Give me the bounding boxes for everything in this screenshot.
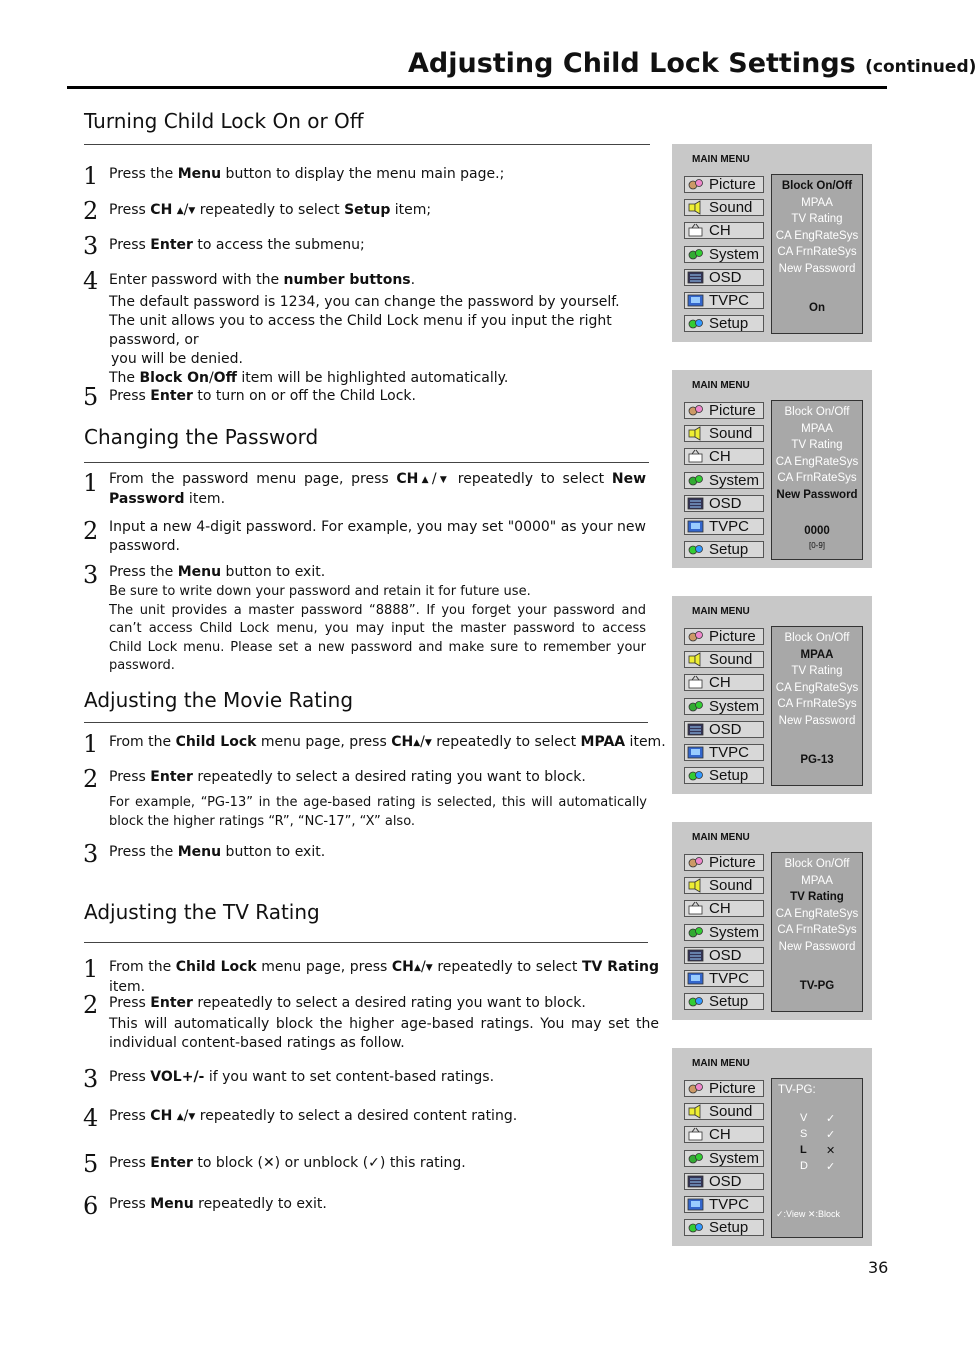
arrow-down-icon: ▼	[424, 738, 432, 748]
step-number: 5	[83, 1150, 99, 1178]
menu-item-osd: OSD	[684, 269, 764, 286]
step-text: From the Child Lock menu page, press CH▲/▼ repeatedly to select MPAA item.	[109, 734, 666, 750]
step-text: Press Menu repeatedly to exit.	[109, 1196, 327, 1212]
menu-item-setup: Setup	[684, 1219, 764, 1236]
main-menu-label: MAIN MENU	[692, 606, 750, 617]
menu-item-sound: Sound	[684, 651, 764, 668]
submenu-option: TV Rating	[791, 665, 843, 677]
title-text: Adjusting Child Lock Settings	[408, 48, 856, 79]
section-heading-password: Changing the Password	[84, 425, 319, 449]
picture-icon	[687, 178, 705, 191]
submenu-box	[771, 852, 863, 1012]
sound-icon	[687, 1105, 705, 1118]
step-text: From the password menu page, press CH▲/▼ repeatedly to select New Password item.	[109, 471, 647, 507]
setup-icon	[687, 317, 705, 330]
submenu-box	[771, 174, 863, 334]
menu-item-osd: OSD	[684, 947, 764, 964]
arrow-down-icon: ▼	[188, 1112, 196, 1122]
content-rating-letter: S	[800, 1128, 808, 1140]
sound-icon	[687, 653, 705, 666]
check-icon: ✓	[776, 1209, 784, 1219]
menu-item-setup: Setup	[684, 315, 764, 332]
step-number: 3	[83, 840, 99, 868]
submenu-option: Block On/Off	[784, 632, 850, 644]
submenu-option: New Password	[778, 714, 856, 727]
submenu-option: MPAA	[801, 422, 833, 435]
submenu-option: CA EngRateSys	[775, 455, 859, 468]
arrow-down-icon: ▼	[436, 475, 451, 485]
menu-item-system: System	[684, 472, 764, 489]
step-text: Press VOL+/- if you want to set content-based ratings.	[109, 1069, 495, 1085]
submenu-option: CA EngRateSys	[775, 681, 859, 694]
menu-item-sound: Sound	[684, 1103, 764, 1120]
arrow-up-icon: ▲	[418, 475, 432, 485]
check-icon: ✓	[368, 1155, 380, 1171]
step-number: 1	[83, 730, 99, 758]
step-text: Press the Menu button to display the menu main page.;	[109, 166, 505, 182]
submenu-box	[771, 400, 863, 560]
main-menu-label: MAIN MENU	[692, 832, 750, 843]
section-heading-turning: Turning Child Lock On or Off	[84, 109, 364, 133]
menu-item-tvpc: TVPC	[684, 1196, 764, 1213]
step-number: 3	[83, 561, 99, 589]
submenu-option: Block On/Off	[784, 406, 850, 418]
menu-screenshot-2	[672, 370, 872, 568]
submenu-option: CA EngRateSys	[775, 907, 859, 920]
submenu-option: New Password	[778, 262, 856, 275]
tvpc-icon	[687, 972, 705, 985]
submenu-option: TV Rating	[790, 891, 844, 903]
submenu-option: MPAA	[801, 874, 833, 887]
submenu-option: Block On/Off	[784, 858, 850, 870]
step-text: Press the Menu button to exit.	[109, 844, 326, 860]
menu-item-osd: OSD	[684, 495, 764, 512]
submenu-option: CA EngRateSys	[775, 229, 859, 242]
menu-screenshot-4	[672, 822, 872, 1020]
section-heading-movie: Adjusting the Movie Rating	[84, 688, 354, 712]
menu-item-system: System	[684, 698, 764, 715]
ch-icon	[687, 676, 705, 689]
menu-item-setup: Setup	[684, 993, 764, 1010]
page-title	[408, 48, 976, 79]
submenu-range: [0-9]	[808, 541, 825, 550]
step-number: 1	[83, 469, 99, 497]
title-suffix: (continued)	[865, 57, 976, 77]
sound-icon	[687, 201, 705, 214]
step-text: Press Enter to turn on or off the Child Lock.	[109, 388, 416, 404]
menu-item-ch: CH	[684, 674, 764, 691]
step-text: Press Enter to block (✕) or unblock (✓) this rating.	[109, 1155, 466, 1171]
menu-item-picture: Picture	[684, 176, 764, 193]
osd-icon	[687, 949, 705, 962]
menu-item-sound: Sound	[684, 425, 764, 442]
menu-item-picture: Picture	[684, 402, 764, 419]
content-rating-letter: L	[800, 1144, 807, 1156]
submenu-value: On	[809, 302, 825, 314]
arrow-up-icon: ▲	[176, 1112, 184, 1122]
step-number: 2	[83, 765, 99, 793]
content-rating-row	[800, 1144, 850, 1160]
arrow-up-icon: ▲	[176, 206, 184, 216]
submenu-option: MPAA	[800, 648, 834, 661]
sound-icon	[687, 879, 705, 892]
submenu-option: CA FrnRateSys	[777, 698, 857, 710]
step-number: 3	[83, 1065, 99, 1093]
picture-icon	[687, 404, 705, 417]
menu-item-setup: Setup	[684, 541, 764, 558]
content-rating-row	[800, 1160, 850, 1176]
menu-item-tvpc: TVPC	[684, 744, 764, 761]
main-menu-label: MAIN MENU	[692, 1058, 750, 1069]
picture-icon	[687, 1082, 705, 1095]
submenu-option: Block On/Off	[781, 180, 853, 192]
ch-icon	[687, 224, 705, 237]
main-menu-label: MAIN MENU	[692, 154, 750, 165]
submenu-option: New Password	[778, 940, 856, 953]
tvpc-icon	[687, 294, 705, 307]
menu-screenshot-1	[672, 144, 872, 342]
step-number: 4	[83, 267, 99, 295]
menu-item-system: System	[684, 1150, 764, 1167]
section-rule	[84, 722, 648, 723]
tv-rating-header: TV-PG:	[778, 1084, 816, 1096]
step-text: Input a new 4-digit password. For example, you may set "0000" as your new password.	[109, 519, 646, 554]
submenu-option: CA FrnRateSys	[777, 472, 857, 484]
cross-icon: ✕	[826, 1145, 836, 1157]
submenu-option: TV Rating	[791, 213, 843, 225]
step-number: 2	[83, 991, 99, 1019]
menu-item-osd: OSD	[684, 721, 764, 738]
menu-item-picture: Picture	[684, 1080, 764, 1097]
step-text: Enter password with the number buttons. The default password is 1234, you can change the password by yourself. The unit allows you to access the Child Lock menu if you input the right password, or you will be denied. The Block On/Off item will be highlighted automatically.	[109, 272, 620, 386]
submenu-option: MPAA	[801, 196, 833, 209]
system-icon	[687, 1152, 705, 1165]
content-rating-row	[800, 1112, 850, 1128]
check-icon: ✓	[826, 1161, 836, 1173]
menu-screenshot-5	[672, 1048, 872, 1246]
picture-icon	[687, 630, 705, 643]
cross-icon: ✕	[262, 1155, 275, 1171]
step-number: 5	[83, 383, 99, 411]
menu-screenshot-3	[672, 596, 872, 794]
setup-icon	[687, 1221, 705, 1234]
setup-icon	[687, 769, 705, 782]
legend: ✓:View ✕:Block	[776, 1209, 840, 1219]
submenu-box	[771, 626, 863, 786]
osd-icon	[687, 723, 705, 736]
menu-item-ch: CH	[684, 448, 764, 465]
step-text: Press Enter to access the submenu;	[109, 237, 365, 253]
setup-icon	[687, 543, 705, 556]
osd-icon	[687, 497, 705, 510]
menu-item-picture: Picture	[684, 628, 764, 645]
menu-item-osd: OSD	[684, 1173, 764, 1190]
tvpc-icon	[687, 1198, 705, 1211]
system-icon	[687, 926, 705, 939]
step-text: Press CH ▲/▼ repeatedly to select a desired content rating.	[109, 1108, 518, 1124]
check-icon: ✓	[826, 1113, 836, 1125]
ch-icon	[687, 450, 705, 463]
menu-item-ch: CH	[684, 900, 764, 917]
step-text: Press Enter repeatedly to select a desired rating you want to block. This will automatically block the higher age-based ratings. You may set the individual content-based ratings as follow.	[109, 995, 659, 1051]
arrow-up-icon: ▲	[413, 963, 421, 973]
osd-icon	[687, 1175, 705, 1188]
osd-icon	[687, 271, 705, 284]
menu-item-tvpc: TVPC	[684, 292, 764, 309]
menu-item-system: System	[684, 924, 764, 941]
page-number: 36	[868, 1258, 889, 1277]
step-number: 2	[83, 517, 99, 545]
ch-icon	[687, 902, 705, 915]
arrow-down-icon: ▼	[188, 206, 196, 216]
system-icon	[687, 700, 705, 713]
section-rule	[84, 462, 649, 463]
ch-icon	[687, 1128, 705, 1141]
menu-item-tvpc: TVPC	[684, 518, 764, 535]
check-icon: ✓	[826, 1129, 836, 1141]
setup-icon	[687, 995, 705, 1008]
submenu-value: 0000	[804, 525, 830, 537]
step-text: From the Child Lock menu page, press CH▲/▼ repeatedly to select TV Rating item.	[109, 959, 659, 995]
arrow-down-icon: ▼	[425, 963, 433, 973]
menu-item-sound: Sound	[684, 877, 764, 894]
content-rating-row	[800, 1128, 850, 1144]
menu-item-setup: Setup	[684, 767, 764, 784]
menu-item-ch: CH	[684, 222, 764, 239]
submenu-option: TV Rating	[791, 439, 843, 451]
content-rating-letter: V	[800, 1112, 808, 1124]
arrow-up-icon: ▲	[413, 738, 421, 748]
step-text: Press the Menu button to exit. Be sure to write down your password and retain it for future use. The unit provides a master password “8888”. If you forget your password and can’t access Child Lock menu, you may input the master password to access Child Lock menu. Please set a new password and make sure to remember your password.	[109, 564, 646, 673]
content-rating-letter: D	[800, 1160, 808, 1172]
step-number: 3	[83, 232, 99, 260]
step-number: 1	[83, 955, 99, 983]
section-rule	[84, 144, 650, 145]
system-icon	[687, 248, 705, 261]
step-number: 4	[83, 1104, 99, 1132]
step-number: 2	[83, 197, 99, 225]
submenu-option: CA FrnRateSys	[777, 924, 857, 936]
submenu-option: New Password	[776, 488, 858, 501]
menu-item-ch: CH	[684, 1126, 764, 1143]
step-number: 1	[83, 162, 99, 190]
section-heading-tv: Adjusting the TV Rating	[84, 900, 320, 924]
menu-item-picture: Picture	[684, 854, 764, 871]
section-rule	[84, 942, 648, 943]
main-menu-label: MAIN MENU	[692, 380, 750, 391]
menu-item-system: System	[684, 246, 764, 263]
submenu-value: TV-PG	[799, 980, 835, 992]
cross-icon: ✕	[807, 1209, 816, 1219]
step-number: 6	[83, 1192, 99, 1220]
step-text: Press Enter repeatedly to select a desired rating you want to block. For example, “PG-13” in the age-based rating is selected, this will automatically block the higher ratings “R”, “NC-17”, “X” also.	[109, 769, 647, 829]
menu-item-tvpc: TVPC	[684, 970, 764, 987]
submenu-value: PG-13	[800, 754, 834, 766]
menu-item-sound: Sound	[684, 199, 764, 216]
submenu-option: CA FrnRateSys	[777, 246, 857, 258]
tvpc-icon	[687, 520, 705, 533]
tvpc-icon	[687, 746, 705, 759]
system-icon	[687, 474, 705, 487]
submenu-box	[771, 1078, 863, 1238]
picture-icon	[687, 856, 705, 869]
sound-icon	[687, 427, 705, 440]
step-text: Press CH ▲/▼ repeatedly to select Setup item;	[109, 202, 432, 218]
title-rule	[67, 86, 887, 89]
